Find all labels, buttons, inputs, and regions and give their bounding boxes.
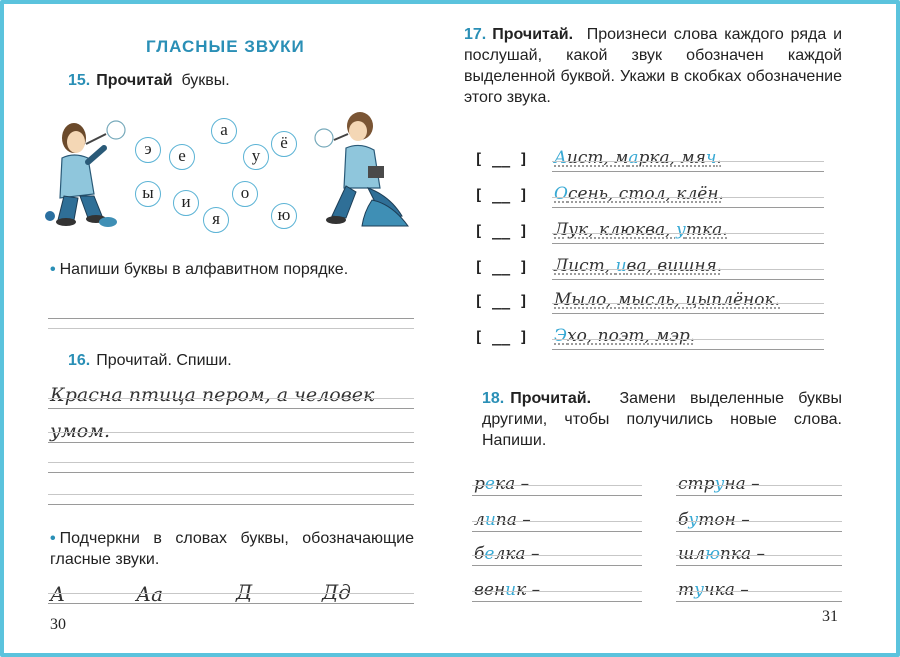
writing-line bbox=[676, 601, 842, 602]
script-line: умом. bbox=[50, 420, 111, 442]
script-line: Красна птица пером, а человек bbox=[50, 384, 375, 406]
highlighted-letter: у bbox=[688, 510, 699, 530]
letter-bubble: э bbox=[135, 137, 161, 163]
exercise-16-heading bbox=[68, 350, 232, 371]
writing-line bbox=[676, 485, 842, 486]
letter-bubble: у bbox=[243, 144, 269, 170]
sound-bracket: [ __ ] bbox=[474, 186, 529, 204]
exercise-number: 16. bbox=[68, 352, 91, 369]
writing-line bbox=[48, 318, 414, 319]
script-words: липа – bbox=[474, 510, 531, 530]
script-words: тучка – bbox=[678, 580, 749, 600]
highlighted-letter: Э bbox=[554, 326, 568, 346]
letter-bubble: о bbox=[232, 181, 258, 207]
letter-bubble: а bbox=[211, 118, 237, 144]
exercise-text: буквы. bbox=[181, 72, 230, 89]
sound-bracket: [ __ ] bbox=[474, 292, 529, 310]
writing-line bbox=[552, 339, 824, 340]
script-words: шлюпка – bbox=[678, 544, 766, 564]
highlighted-letter: и bbox=[484, 510, 496, 530]
writing-line bbox=[48, 328, 414, 329]
highlighted-letter: е bbox=[484, 544, 495, 564]
writing-line bbox=[48, 472, 414, 473]
writing-line bbox=[48, 442, 414, 443]
writing-line bbox=[48, 432, 414, 433]
highlighted-letter: а bbox=[628, 148, 639, 168]
writing-line bbox=[48, 504, 414, 505]
writing-line bbox=[552, 349, 824, 350]
highlighted-letter: ю bbox=[704, 544, 720, 564]
writing-line bbox=[676, 565, 842, 566]
exercise-number: 17. bbox=[464, 26, 487, 43]
writing-line bbox=[676, 531, 842, 532]
boy-bubbles-illustration bbox=[44, 108, 134, 230]
writing-line bbox=[472, 591, 642, 592]
letter-bubble: ю bbox=[271, 203, 297, 229]
highlighted-letter: у bbox=[675, 220, 686, 240]
letter-bubble: и bbox=[173, 190, 199, 216]
writing-line bbox=[552, 269, 824, 270]
exercise-text: Прочитай. Спиши. bbox=[96, 352, 232, 369]
letter-bubble: ы bbox=[135, 181, 161, 207]
writing-line bbox=[472, 521, 642, 522]
writing-line bbox=[472, 601, 642, 602]
task-alphabet-text: Напиши буквы в алфавитном порядке. bbox=[59, 261, 349, 278]
writing-line bbox=[48, 398, 414, 399]
page-number: 31 bbox=[822, 608, 838, 625]
highlighted-letter: А bbox=[554, 148, 567, 168]
writing-line bbox=[472, 531, 642, 532]
writing-line bbox=[552, 233, 824, 234]
script-words: Осень, стол, клён. bbox=[554, 184, 724, 204]
writing-line bbox=[48, 593, 414, 594]
script-words: Эхо, поэт, мэр. bbox=[554, 326, 696, 346]
highlighted-letter: е bbox=[484, 474, 495, 494]
writing-line bbox=[472, 485, 642, 486]
highlighted-letter: у bbox=[714, 474, 725, 494]
writing-line bbox=[552, 313, 824, 314]
writing-line bbox=[48, 462, 414, 463]
script-words: Лист, ива, вишня. bbox=[554, 256, 723, 276]
writing-line bbox=[552, 171, 824, 172]
script-words: струна – bbox=[678, 474, 760, 494]
writing-line bbox=[552, 279, 824, 280]
highlighted-letter: у bbox=[694, 580, 704, 600]
sound-bracket: [ __ ] bbox=[474, 150, 529, 168]
sound-bracket: [ __ ] bbox=[474, 258, 529, 276]
letter-bubble: я bbox=[203, 207, 229, 233]
sound-bracket: [ __ ] bbox=[474, 328, 529, 346]
writing-line bbox=[552, 243, 824, 244]
section-title: ГЛАСНЫЕ ЗВУКИ bbox=[146, 37, 305, 56]
script-words: Аист, марка, мяч. bbox=[554, 148, 722, 168]
script-letter: Дд bbox=[322, 580, 351, 604]
exercise-18-heading bbox=[482, 388, 842, 451]
exercise-number: 15. bbox=[68, 72, 91, 89]
script-letter: Аа bbox=[136, 582, 164, 606]
script-words: Лук, клюква, утка. bbox=[554, 220, 728, 240]
highlighted-letter: и bbox=[505, 580, 517, 600]
highlighted-letter: ч bbox=[705, 148, 717, 168]
script-words: белка – bbox=[474, 544, 540, 564]
exercise-number: 18. bbox=[482, 390, 505, 407]
script-words: веник – bbox=[474, 580, 541, 600]
writing-line bbox=[552, 207, 824, 208]
writing-line bbox=[676, 555, 842, 556]
highlighted-letter: О bbox=[554, 184, 568, 204]
writing-line bbox=[676, 521, 842, 522]
bullet-icon: • bbox=[50, 261, 56, 278]
writing-line bbox=[676, 495, 842, 496]
writing-line bbox=[472, 555, 642, 556]
writing-line bbox=[552, 197, 824, 198]
exercise-text: Произнеси слова каждого ряда и послушай, какой звук обозначен каждой выделенной буквой. Укажи в скобках обозначение этого звука. bbox=[464, 26, 843, 106]
sound-bracket: [ __ ] bbox=[474, 222, 529, 240]
script-words: бутон – bbox=[678, 510, 750, 530]
letter-bubble: ё bbox=[271, 131, 297, 157]
exercise-17-heading bbox=[464, 24, 842, 108]
writing-line bbox=[48, 603, 414, 604]
script-letter: Д bbox=[236, 580, 253, 604]
task-underline-text: Подчеркни в словах буквы, обозначающие гласные звуки. bbox=[50, 530, 414, 568]
writing-line bbox=[472, 565, 642, 566]
exercise-text: Замени выделенные буквы другими, чтобы получились новые слова. Напиши. bbox=[482, 390, 842, 449]
script-words: река – bbox=[474, 474, 530, 494]
writing-line bbox=[552, 161, 824, 162]
writing-line bbox=[48, 408, 414, 409]
script-letter: А bbox=[50, 582, 66, 606]
page-number: 30 bbox=[50, 616, 66, 633]
exercise-verb: Прочитай bbox=[96, 72, 173, 89]
letter-bubble: е bbox=[169, 144, 195, 170]
bullet-icon: • bbox=[50, 530, 56, 547]
right-page bbox=[450, 0, 900, 657]
writing-line bbox=[676, 591, 842, 592]
script-words: Мыло, мысль, цыплёнок. bbox=[554, 290, 780, 310]
boy-with-book-illustration bbox=[312, 104, 412, 230]
exercise-verb: Прочитай. bbox=[492, 26, 574, 43]
writing-line bbox=[552, 303, 824, 304]
writing-line bbox=[48, 494, 414, 495]
task-underline bbox=[50, 528, 414, 570]
task-alphabet bbox=[50, 259, 414, 280]
writing-line bbox=[472, 495, 642, 496]
exercise-verb: Прочитай. bbox=[510, 390, 592, 407]
exercise-15-heading bbox=[68, 70, 230, 91]
highlighted-letter: и bbox=[615, 256, 627, 276]
